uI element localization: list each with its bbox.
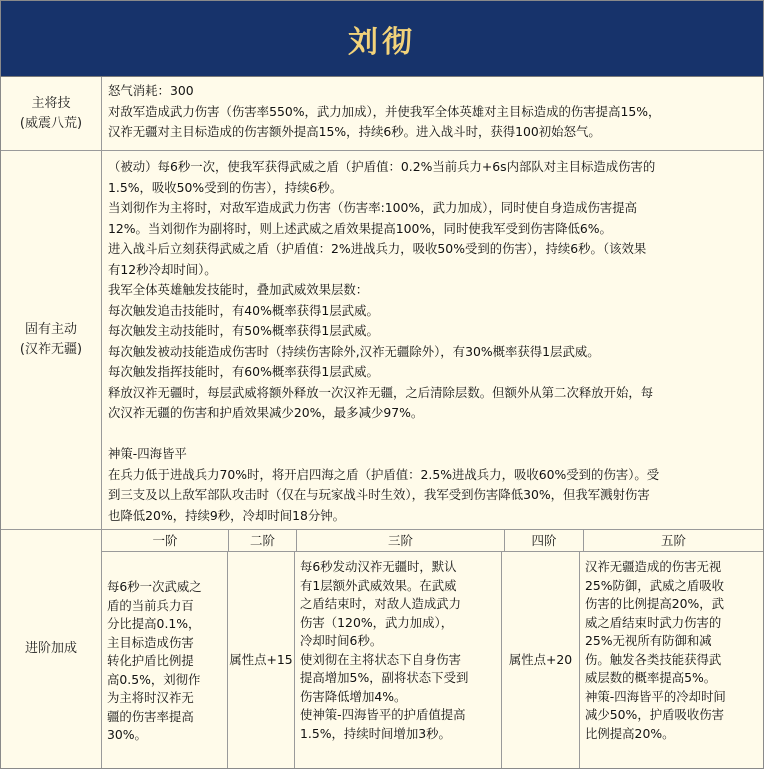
main-skill-row	[1, 77, 763, 151]
advance-row	[1, 530, 763, 768]
main-skill-text: 怒气消耗：300 对敌军造成武力伤害（伤害率550%，武力加成），并使我军全体英雄对主目标造成的伤害提高15%， 汉祚无疆对主目标造成的伤害额外提高15%，持续6秒。进入战斗时，获得100初始怒气。	[108, 83, 661, 139]
advance-label	[1, 530, 102, 768]
header-tier4: 四阶	[505, 530, 584, 551]
innate-skill-label-line1: 固有主动	[24, 322, 77, 337]
advance-body-row	[102, 552, 763, 768]
header-tier3: 三阶	[297, 530, 505, 551]
header-tier1: 一阶	[102, 530, 229, 551]
tier4-value: 属性点+20	[508, 651, 573, 667]
header-tier2: 二阶	[229, 530, 297, 551]
header-tier5: 五阶	[660, 533, 686, 548]
tier4-text	[502, 552, 580, 768]
main-skill-label-line2: (威震八荒)	[19, 115, 83, 131]
tier2-text	[228, 552, 295, 768]
title-banner	[1, 1, 763, 77]
advance-header-row	[102, 530, 763, 552]
tier3-text: 每6秒发动汉祚无疆时，默认 有1层额外武威效果。在武威 之盾结束时，对敌人造成武力 伤害（120%，武力加成）， 冷却时间6秒。 使刘彻在主将状态下自身伤害 提高增加5%，副将状态下受到 伤害降低增加4%。 使神策-四海皆平的护盾值提高 1.5%，持续时间增加3秒。	[295, 552, 502, 768]
innate-skill-label-line2: (汉祚无疆)	[19, 342, 83, 357]
advance-label-text: 进阶加成	[24, 641, 77, 656]
tier2-value: 属性点+15	[229, 651, 293, 667]
tier5-text: 汉祚无疆造成的伤害无视 25%防御，武威之盾吸收 伤害的比例提高20%，武 威之盾结束时武力伤害的 25%无视所有防御和减 伤。触发各类技能获得武 威层数的概率提高5%。 神策-四海皆平的冷却时间 减少50%，护盾吸收伤害 比例提高20%。	[585, 559, 726, 741]
main-skill-label-line1: 主将技	[31, 95, 71, 111]
innate-skill-label	[1, 151, 102, 529]
tier1-text: 每6秒一次武威之 盾的当前兵力百 分比提高0.1%， 主目标造成伤害 转化护盾比例提 高0.5%，刘彻作 为主将时汉祚无 疆的伤害率提高 30%。	[102, 552, 228, 768]
advance-table	[102, 530, 763, 768]
innate-skill-row	[1, 151, 763, 530]
hero-name: 刘彻	[348, 24, 416, 60]
main-skill-label	[1, 77, 102, 150]
innate-skill-text: （被动）每6秒一次，使我军获得武威之盾（护盾值：0.2%当前兵力+6s内部队对主目标造成伤害的 1.5%，吸收50%受到的伤害），持续6秒。 当刘彻作为主将时，对敌军造成武力伤害（伤害率:100%，武力加成），同时使自身造成伤害提高 12%。当刘彻作为副将时，则上述武威之盾效果提高100%，同时使我军受到伤害降低6%。 进入战斗后立刻获得武威之盾（护盾值：2%进战兵力，吸收50%受到的伤害），持续6秒。（该效果 有12秒冷却时间）。 我军全体英雄触发技能时，叠加武威效果层数： 每次触发追击技能时，有40%概率获得1层武威。 每次触发主动技能时，有50%概率获得1层武威。 每次触发被动技能造成伤害时（持续伤害除外,汉祚无疆除外），有30%概率获得1层武威。 每次触发指挥技能时，有60%概率获得1层武威。 释放汉祚无疆时，每层武威将额外释放一次汉祚无疆，之后清除层数。但额外从第二次释放开始，每 次汉祚无疆的伤害和护盾效果减少20%，最多减少97%。 神策-四海皆平 在兵力低于进战兵力70%时，将开启四海之盾（护盾值：2.5%进战兵力，吸收60%受到的伤害）。受 到三支及以上敌军部队攻击时（仅在与玩家战斗时生效），我军受到伤害降低30%，但我军溅射伤害 也降低20%，持续9秒，冷却时间18分钟。	[108, 159, 660, 523]
